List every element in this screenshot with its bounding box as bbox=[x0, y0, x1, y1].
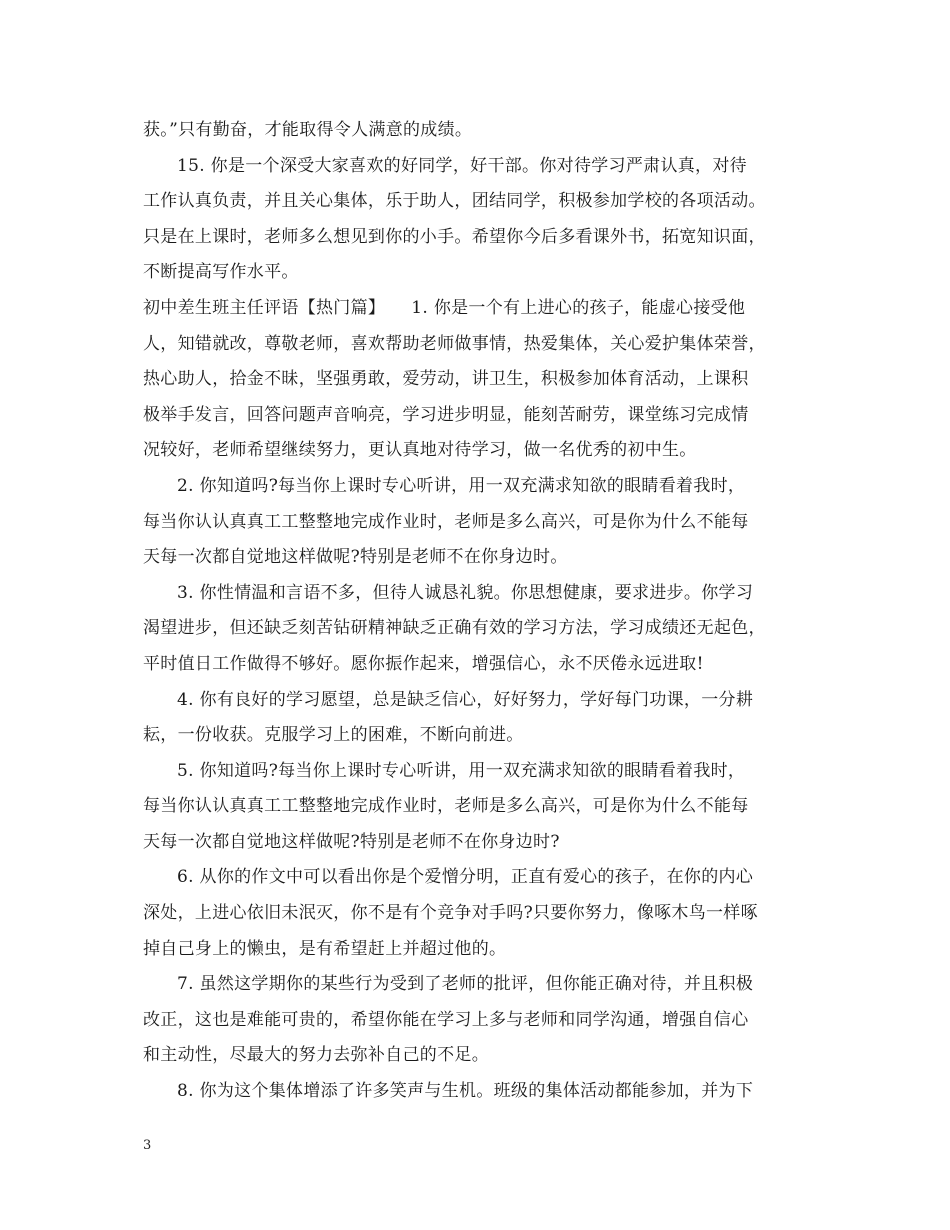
text-line: 8. 你为这个集体增添了许多笑声与生机。班级的集体活动都能参加，并为下 bbox=[177, 1081, 754, 1102]
text-line: 6. 从你的作文中可以看出你是个爱憎分明，正直有爱心的孩子，在你的内心 bbox=[177, 867, 754, 888]
text-line: 掉自己身上的懒虫，是有希望赶上并超过他的。 bbox=[143, 938, 507, 959]
text-line: 获。”只有勤奋，才能取得令人满意的成绩。 bbox=[143, 120, 473, 140]
text-line: 深处，上进心依旧未泯灭，你不是有个竞争对手吗?只要你努力，像啄木鸟一样啄 bbox=[143, 903, 758, 924]
text-line: 2. 你知道吗?每当你上课时专心听讲，用一双充满求知欲的眼睛看着我时， bbox=[177, 475, 746, 496]
text-line: 天每一次都自觉地这样做呢?特别是老师不在你身边时? bbox=[143, 831, 560, 852]
text-line: 初中差生班主任评语【热门篇】 1. 你是一个有上进心的孩子，能虚心接受他 bbox=[143, 297, 746, 318]
text-line: 每当你认认真真工工整整地完成作业时，老师是多么高兴，可是你为什么不能每 bbox=[143, 796, 749, 817]
text-line: 平时值日工作做得不够好。愿你振作起来，增强信心，永不厌倦永远进取! bbox=[143, 653, 704, 674]
text-line: 热心助人，拾金不昧，坚强勇敢，爱劳动，讲卫生，积极参加体育活动，上课积 bbox=[143, 369, 749, 390]
text-line: 15. 你是一个深受大家喜欢的好同学，好干部。你对待学习严肃认真，对待 bbox=[177, 155, 747, 176]
text-line: 天每一次都自觉地这样做呢?特别是老师不在你身边时。 bbox=[143, 547, 568, 568]
text-line: 极举手发言，回答问题声音响亮，学习进步明显，能刻苦耐劳，课堂练习完成情 bbox=[143, 404, 749, 425]
text-line: 人，知错就改，尊敬老师，喜欢帮助老师做事情，热爱集体，关心爱护集体荣誉， bbox=[143, 333, 766, 354]
text-line: 3. 你性情温和言语不多，但待人诚恳礼貌。你思想健康，要求进步。你学习 bbox=[177, 582, 754, 603]
page-number: 3 bbox=[143, 1138, 152, 1153]
text-line: 工作认真负责，并且关心集体，乐于助人，团结同学，积极参加学校的各项活动。 bbox=[143, 191, 766, 212]
text-line: 7. 虽然这学期你的某些行为受到了老师的批评，但你能正确对待，并且积极 bbox=[177, 974, 754, 995]
document-body bbox=[143, 113, 823, 1110]
text-line: 改正，这也是难能可贵的，希望你能在学习上多与老师和同学沟通，增强自信心 bbox=[143, 1009, 749, 1030]
text-line: 耘，一份收获。克服学习上的困难，不断向前进。 bbox=[143, 725, 524, 746]
text-line: 5. 你知道吗?每当你上课时专心听讲，用一双充满求知欲的眼睛看着我时， bbox=[177, 760, 746, 781]
text-line: 渴望进步，但还缺乏刻苦钻研精神缺乏正确有效的学习方法，学习成绩还无起色， bbox=[143, 618, 766, 639]
text-line: 只是在上课时，老师多么想见到你的小手。希望你今后多看课外书，拓宽知识面， bbox=[143, 226, 766, 247]
text-line: 4. 你有良好的学习愿望，总是缺乏信心，好好努力，学好每门功课，一分耕 bbox=[177, 689, 754, 710]
text-line: 和主动性，尽最大的努力去弥补自己的不足。 bbox=[143, 1045, 489, 1066]
text-line: 况较好，老师希望继续努力，更认真地对待学习，做一名优秀的初中生。 bbox=[143, 440, 697, 461]
text-line: 不断提高写作水平。 bbox=[143, 262, 299, 283]
text-line: 每当你认认真真工工整整地完成作业时，老师是多么高兴，可是你为什么不能每 bbox=[143, 511, 749, 532]
